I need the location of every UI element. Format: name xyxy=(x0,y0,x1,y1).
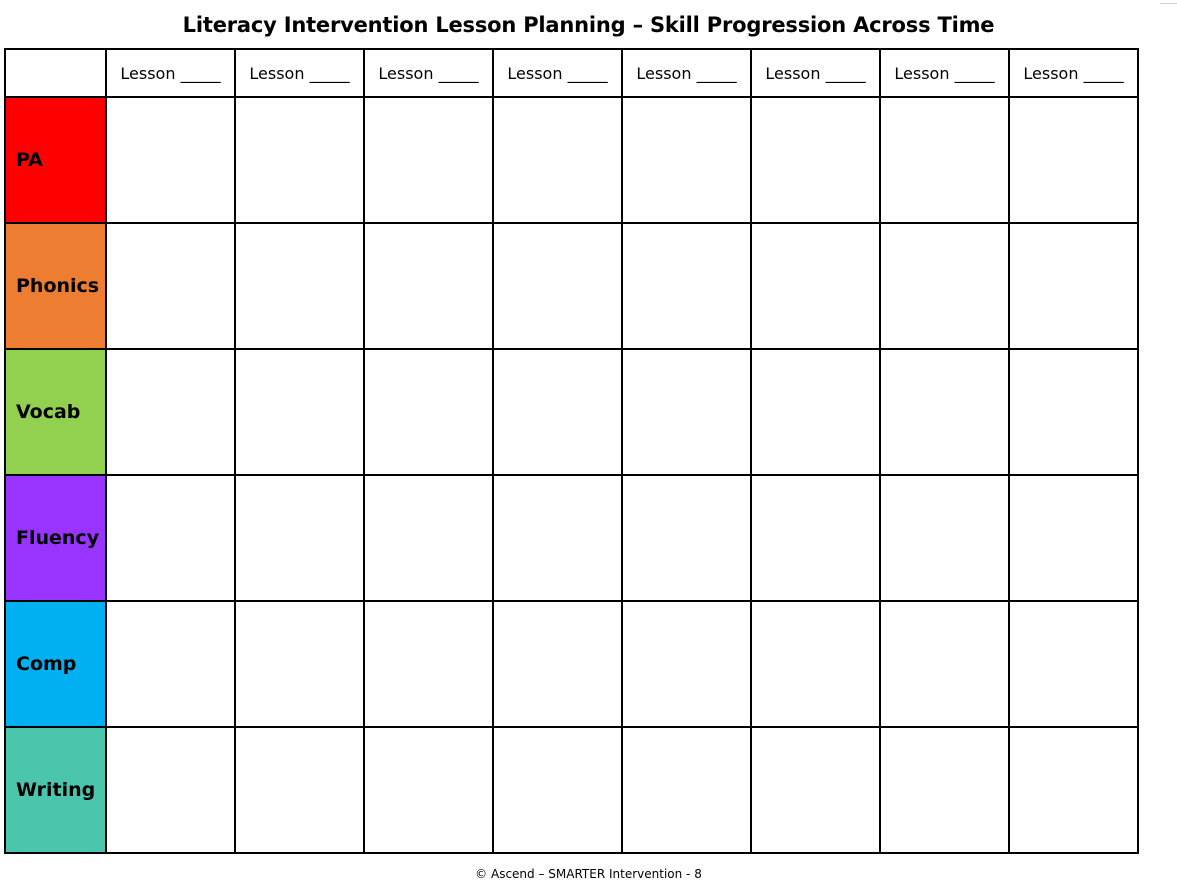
plan-cell[interactable] xyxy=(364,223,493,349)
plan-cell[interactable] xyxy=(622,97,751,223)
plan-cell[interactable] xyxy=(880,223,1009,349)
lesson-header-8: Lesson _____ xyxy=(1009,49,1138,97)
header-row xyxy=(5,49,1138,97)
plan-cell[interactable] xyxy=(751,97,880,223)
page-title: Literacy Intervention Lesson Planning – Skill Progression Across Time xyxy=(182,13,995,37)
skill-label-comp: Comp xyxy=(5,601,106,727)
plan-cell[interactable] xyxy=(880,475,1009,601)
plan-cell[interactable] xyxy=(622,727,751,853)
skill-label-writing: Writing xyxy=(5,727,106,853)
plan-cell[interactable] xyxy=(622,601,751,727)
lesson-header-1: Lesson _____ xyxy=(106,49,235,97)
lesson-header-6: Lesson _____ xyxy=(751,49,880,97)
skill-row-writing xyxy=(5,727,1138,853)
plan-cell[interactable] xyxy=(106,223,235,349)
plan-cell[interactable] xyxy=(493,97,622,223)
plan-cell[interactable] xyxy=(880,727,1009,853)
plan-cell[interactable] xyxy=(622,475,751,601)
grid-body xyxy=(5,97,1138,853)
top-right-rule xyxy=(1160,3,1177,4)
plan-cell[interactable] xyxy=(106,727,235,853)
plan-cell[interactable] xyxy=(880,349,1009,475)
plan-cell[interactable] xyxy=(364,97,493,223)
plan-cell[interactable] xyxy=(493,349,622,475)
lesson-header-4: Lesson _____ xyxy=(493,49,622,97)
plan-cell[interactable] xyxy=(880,97,1009,223)
plan-cell[interactable] xyxy=(235,475,364,601)
skill-row-fluency xyxy=(5,475,1138,601)
plan-cell[interactable] xyxy=(622,349,751,475)
plan-cell[interactable] xyxy=(751,349,880,475)
plan-cell[interactable] xyxy=(751,601,880,727)
plan-cell[interactable] xyxy=(106,97,235,223)
plan-cell[interactable] xyxy=(235,97,364,223)
plan-cell[interactable] xyxy=(1009,223,1138,349)
plan-cell[interactable] xyxy=(364,601,493,727)
plan-cell[interactable] xyxy=(751,475,880,601)
skill-label-pa: PA xyxy=(5,97,106,223)
skill-label-vocab: Vocab xyxy=(5,349,106,475)
plan-cell[interactable] xyxy=(751,223,880,349)
plan-cell[interactable] xyxy=(1009,727,1138,853)
page-footer: © Ascend – SMARTER Intervention - 8 xyxy=(475,867,702,881)
skill-row-vocab xyxy=(5,349,1138,475)
skill-row-pa xyxy=(5,97,1138,223)
skill-row-phonics xyxy=(5,223,1138,349)
plan-cell[interactable] xyxy=(106,349,235,475)
plan-cell[interactable] xyxy=(1009,97,1138,223)
plan-cell[interactable] xyxy=(235,601,364,727)
plan-cell[interactable] xyxy=(235,223,364,349)
plan-cell[interactable] xyxy=(493,223,622,349)
plan-cell[interactable] xyxy=(235,727,364,853)
plan-cell[interactable] xyxy=(493,727,622,853)
plan-cell[interactable] xyxy=(622,223,751,349)
lesson-header-3: Lesson _____ xyxy=(364,49,493,97)
plan-cell[interactable] xyxy=(235,349,364,475)
plan-cell[interactable] xyxy=(106,475,235,601)
plan-cell[interactable] xyxy=(106,601,235,727)
plan-cell[interactable] xyxy=(493,601,622,727)
plan-cell[interactable] xyxy=(751,727,880,853)
lesson-header-5: Lesson _____ xyxy=(622,49,751,97)
plan-cell[interactable] xyxy=(493,475,622,601)
plan-cell[interactable] xyxy=(364,727,493,853)
plan-cell[interactable] xyxy=(1009,475,1138,601)
plan-cell[interactable] xyxy=(1009,349,1138,475)
plan-cell[interactable] xyxy=(364,475,493,601)
lesson-planning-grid xyxy=(4,48,1139,854)
skill-row-comp xyxy=(5,601,1138,727)
plan-cell[interactable] xyxy=(1009,601,1138,727)
lesson-header-2: Lesson _____ xyxy=(235,49,364,97)
lesson-header-7: Lesson _____ xyxy=(880,49,1009,97)
plan-cell[interactable] xyxy=(364,349,493,475)
plan-cell[interactable] xyxy=(880,601,1009,727)
corner-cell xyxy=(5,49,106,97)
skill-label-phonics: Phonics xyxy=(5,223,106,349)
skill-label-fluency: Fluency xyxy=(5,475,106,601)
